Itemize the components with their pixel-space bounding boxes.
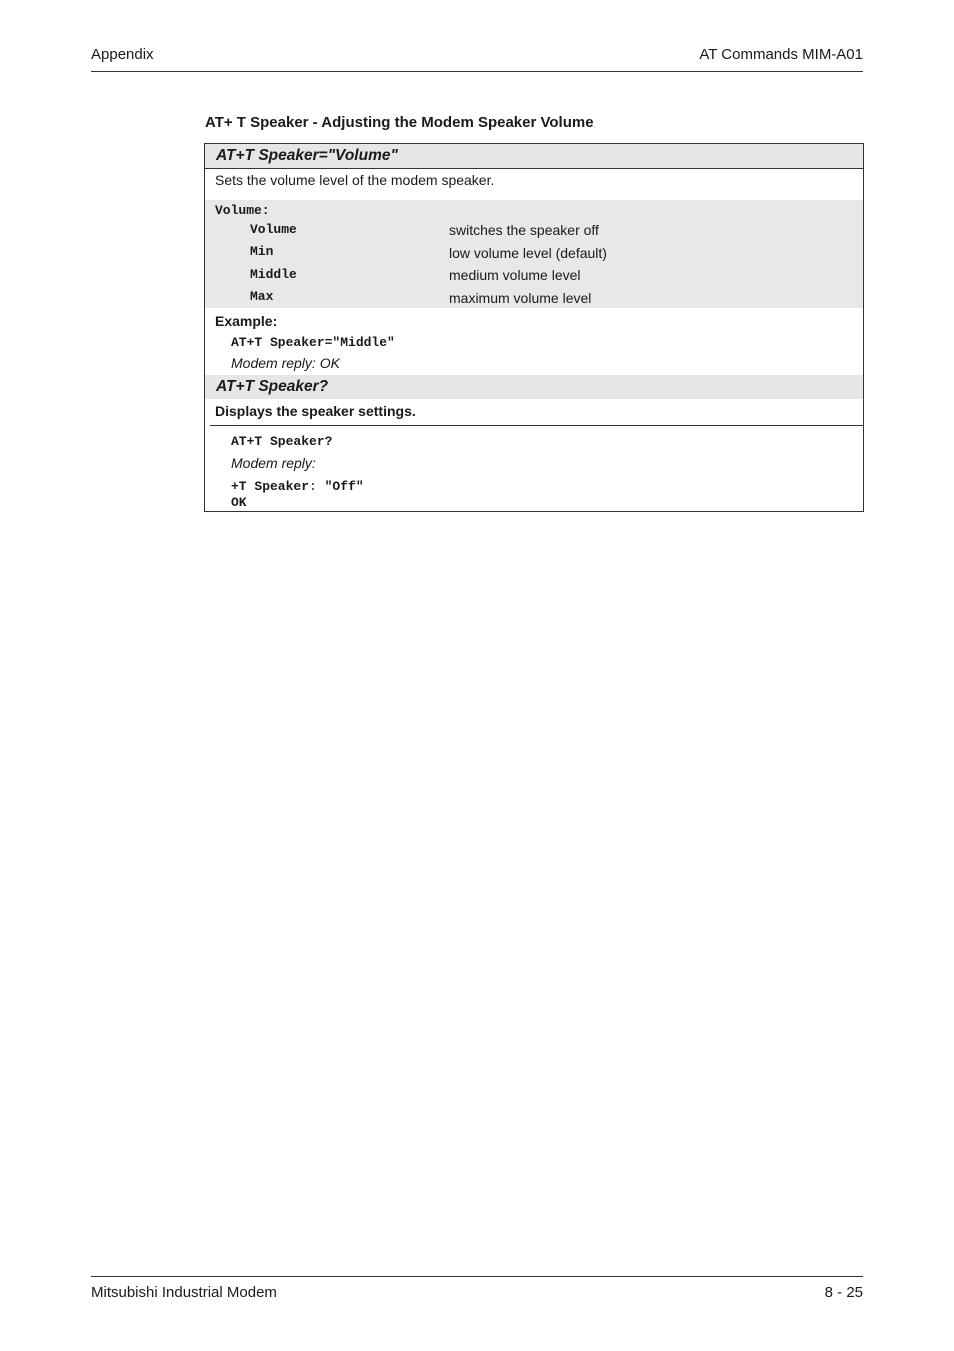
- query-reply-line: [231, 477, 364, 494]
- footer-left: Mitsubishi Industrial Modem: [91, 1284, 277, 1301]
- param-desc: switches the speaker off: [449, 222, 599, 238]
- command-table: [204, 143, 864, 512]
- set-command-heading: AT+T Speaker="Volume": [205, 144, 863, 169]
- divider: [210, 425, 863, 426]
- set-command-description: Sets the volume level of the modem speaker.: [215, 172, 495, 188]
- query-command-description: Displays the speaker settings.: [215, 403, 416, 419]
- query-reply-label: Modem reply:: [231, 455, 316, 471]
- param-name: Min: [250, 244, 274, 259]
- query-reply-ok: OK: [231, 495, 247, 510]
- query-command: AT+T Speaker?: [231, 434, 333, 449]
- query-reply-key: +T Speaker: [231, 479, 310, 494]
- example-command: AT+T Speaker="Middle": [231, 335, 395, 350]
- query-command-heading: AT+T Speaker?: [205, 375, 863, 399]
- page-header: [91, 44, 863, 72]
- param-name: Middle: [250, 267, 297, 282]
- param-label: Volume:: [215, 203, 270, 218]
- query-reply-value: "Off": [316, 479, 364, 494]
- section-title: AT+ T Speaker - Adjusting the Modem Speaker Volume: [205, 114, 594, 131]
- header-left: Appendix: [91, 46, 154, 63]
- param-desc: low volume level (default): [449, 245, 607, 261]
- param-name: Max: [250, 289, 274, 304]
- header-right: AT Commands MIM-A01: [699, 46, 863, 63]
- parameter-block: [205, 200, 863, 308]
- param-desc: medium volume level: [449, 267, 581, 283]
- query-reply-separator: :: [309, 479, 317, 494]
- param-name: Volume: [250, 222, 297, 237]
- example-label: Example:: [215, 313, 278, 329]
- param-desc: maximum volume level: [449, 290, 592, 306]
- page-footer: [91, 1276, 863, 1307]
- page-number: 8 - 25: [824, 1284, 863, 1301]
- example-reply: Modem reply: OK: [231, 355, 340, 371]
